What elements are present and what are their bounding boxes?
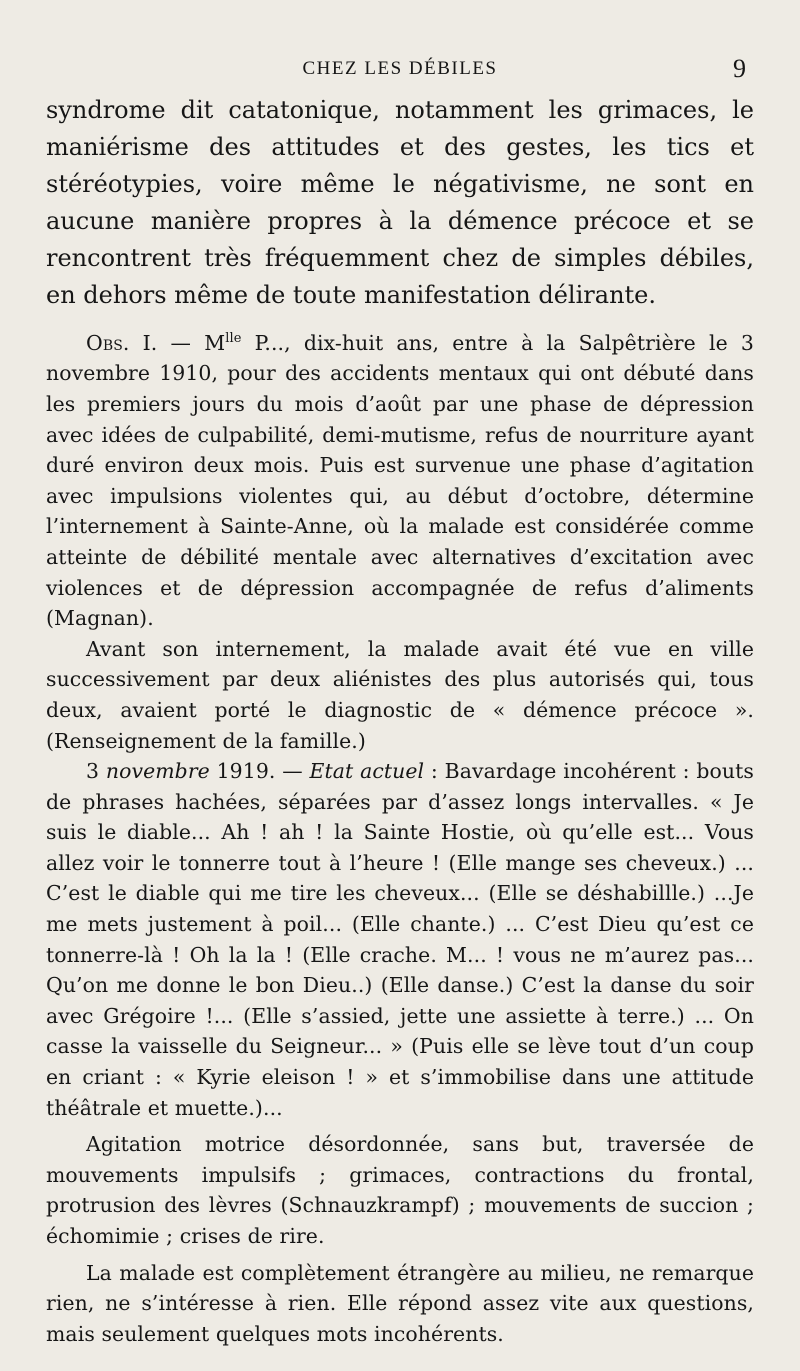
etat-label: Etat actuel <box>309 759 425 784</box>
malade-paragraph: La malade est complètement étrangère au milieu, ne remarque rien, ne s’intéresse à rien. Elle répond assez vite aux questions, mais seulement quelques mots incohérents. <box>46 1260 754 1346</box>
etat-date-month: novembre <box>105 759 210 784</box>
body-text <box>46 92 754 1349</box>
observation-name-sup: lle <box>225 331 242 346</box>
observation-paragraph <box>46 324 754 634</box>
observation-text: P..., dix-huit ans, entre à la Salpêtrière le 3 novembre 1910, pour des accidents mentaux qui ont débuté dans les premiers jours du mois d’août par une phase de dépression avec idées de culpabilité, demi-mutisme, refus de nourriture ayant duré environ deux mois. Puis est survenue une phase d’agitation avec impulsions violentes qui, au début d’octobre, détermine l’internement à Sainte-Anne, où la malade est considérée comme atteinte de débilité mentale avec alternatives d’excitation avec violences et de dépression accompagnée de refus d’aliments (Magnan). <box>46 330 754 631</box>
etat-date-num: 3 <box>86 759 106 784</box>
running-head: CHEZ LES DÉBILES <box>302 58 498 79</box>
avant-paragraph: Avant son internement, la malade avait été vue en ville successivement par deux aliénistes des plus autorisés qui, tous deux, avaient porté le diagnostic de « démence précoce ». (Renseignement de la famille.) <box>46 636 754 753</box>
page-header <box>0 54 800 88</box>
observation-label: Obs. I. <box>86 330 158 355</box>
etat-paragraph <box>46 756 754 1123</box>
etat-date-year: 1919. — <box>209 759 310 784</box>
observation-name-prefix: — M <box>157 330 226 355</box>
page-number: 9 <box>733 54 746 83</box>
agitation-paragraph: Agitation motrice désordonnée, sans but, traversée de mouvements impulsifs ; grimaces, contractions du frontal, protrusion des lèvres (Schnauzkrampf) ; mouvements de succion ; échomimie ; crises de rire. <box>46 1132 754 1249</box>
etat-text: : Bavardage incohérent : bouts de phrases hachées, séparées par d’assez longs intervalles. « Je suis le diable... Ah ! ah ! la Sainte Hostie, où qu’elle est... Vous allez voir le tonnerre tout à l’heure ! (Elle mange ses cheveux.) ... C’est le diable qui me tire les cheveux... (Elle se déshabillle.) ...Je me mets justement à poil... (Elle chante.) ... C’est Dieu qu’est ce tonnerre-là ! Oh la la ! (Elle crache. M... ! vous ne m’aurez pas... Qu’on me donne le bon Dieu..) (Elle danse.) C’est la danse du soir avec Grégoire !... (Elle s’assied, jette une assiette à terre.) ... On casse la vaisselle du Seigneur... » (Puis elle se lève tout d’un coup en criant : « Kyrie eleison ! » et s’immobilise dans une attitude théâtrale et muette.)... <box>46 759 754 1120</box>
intro-paragraph: syndrome dit catatonique, notamment les grimaces, le maniérisme des attitudes et des gestes, les tics et stéréotypies, voire même le négativisme, ne sont en aucune manière propres à la démence précoce et se rencontrent très fréquemment chez de simples débiles, en dehors même de toute manifestation délirante. <box>46 96 754 309</box>
